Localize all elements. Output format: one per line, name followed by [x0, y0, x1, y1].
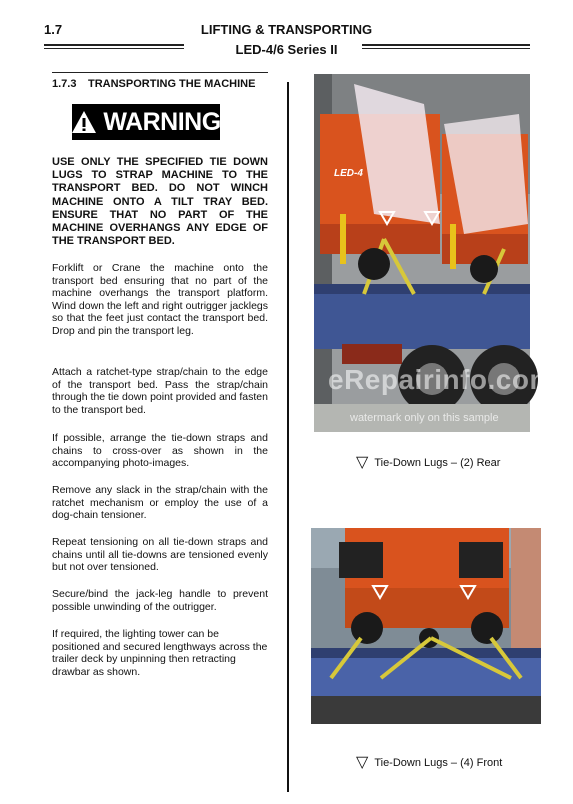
- warning-label: WARNING: [103, 107, 221, 136]
- section-heading: [52, 78, 255, 90]
- column-divider: [287, 82, 289, 792]
- front-caption: [356, 755, 502, 771]
- warning-triangle-icon: [71, 110, 97, 134]
- rear-caption-text: Tie-Down Lugs – (2) Rear: [374, 457, 501, 469]
- front-photo-image: [311, 528, 541, 724]
- watermark-site: eRepairinfo.com: [328, 364, 555, 395]
- page-subtitle: LED-4/6 Series II: [235, 42, 338, 57]
- section-heading-text: TRANSPORTING THE MACHINE: [88, 78, 256, 90]
- paragraph-tensioning: Repeat tensioning on all tie-down straps and chains until all tie-downs are tensioned evenly but not over tensioned.: [52, 536, 268, 574]
- paragraph-remove-slack: Remove any slack in the strap/chain with the ratchet mechanism or employ the use of a dog-chain tensioner.: [52, 484, 268, 522]
- section-heading-number: 1.7.3: [52, 78, 77, 90]
- down-triangle-icon: ▽: [356, 454, 369, 471]
- front-photo: [311, 528, 541, 724]
- paragraph-lengthways: If required, the lighting tower can be positioned and secured lengthways across the trailer deck by unpinning then retracting drawbar as shown.: [52, 628, 268, 678]
- warning-banner: [72, 104, 220, 140]
- paragraph-forklift: Forklift or Crane the machine onto the transport bed ensuring that no part of the machine overhangs the transport platform. Wind down the left and right outrigger jacklegs so that the feet just contact the transport bed. Drop and pin the transport leg.: [52, 262, 268, 337]
- section-number: 1.7: [44, 22, 63, 37]
- rear-photo: [314, 74, 555, 432]
- paragraph-crossover: If possible, arrange the tie-down straps and chains to cross-over as shown in the accompanying photo-images.: [52, 432, 268, 470]
- watermark-note: watermark only on this sample: [350, 412, 499, 424]
- page-title: LIFTING & TRANSPORTING: [200, 22, 373, 37]
- rear-caption: [356, 455, 500, 471]
- down-triangle-icon: ▽: [356, 754, 369, 771]
- header-rule-right: [362, 44, 530, 49]
- machine-label: LED-4: [334, 168, 363, 179]
- front-caption-text: Tie-Down Lugs – (4) Front: [374, 757, 503, 769]
- section-title-rule: [52, 72, 268, 73]
- paragraph-attach-strap: Attach a ratchet-type strap/chain to the edge of the transport bed. Pass the strap/chain through the tie down point provided and fasten to the transport bed.: [52, 366, 268, 416]
- warning-text: USE ONLY THE SPECIFIED TIE DOWN LUGS TO STRAP MACHINE TO THE TRANSPORT BED. DO NOT WINCH MACHINE ONTO A TILT TRAY BED. ENSURE THAT NO PART OF THE MACHINE OVERHANGS ANY EDGE OF THE TRANSPORT BED.: [52, 156, 268, 248]
- paragraph-jack-leg: Secure/bind the jack-leg handle to prevent possible unwinding of the outrigger.: [52, 588, 268, 613]
